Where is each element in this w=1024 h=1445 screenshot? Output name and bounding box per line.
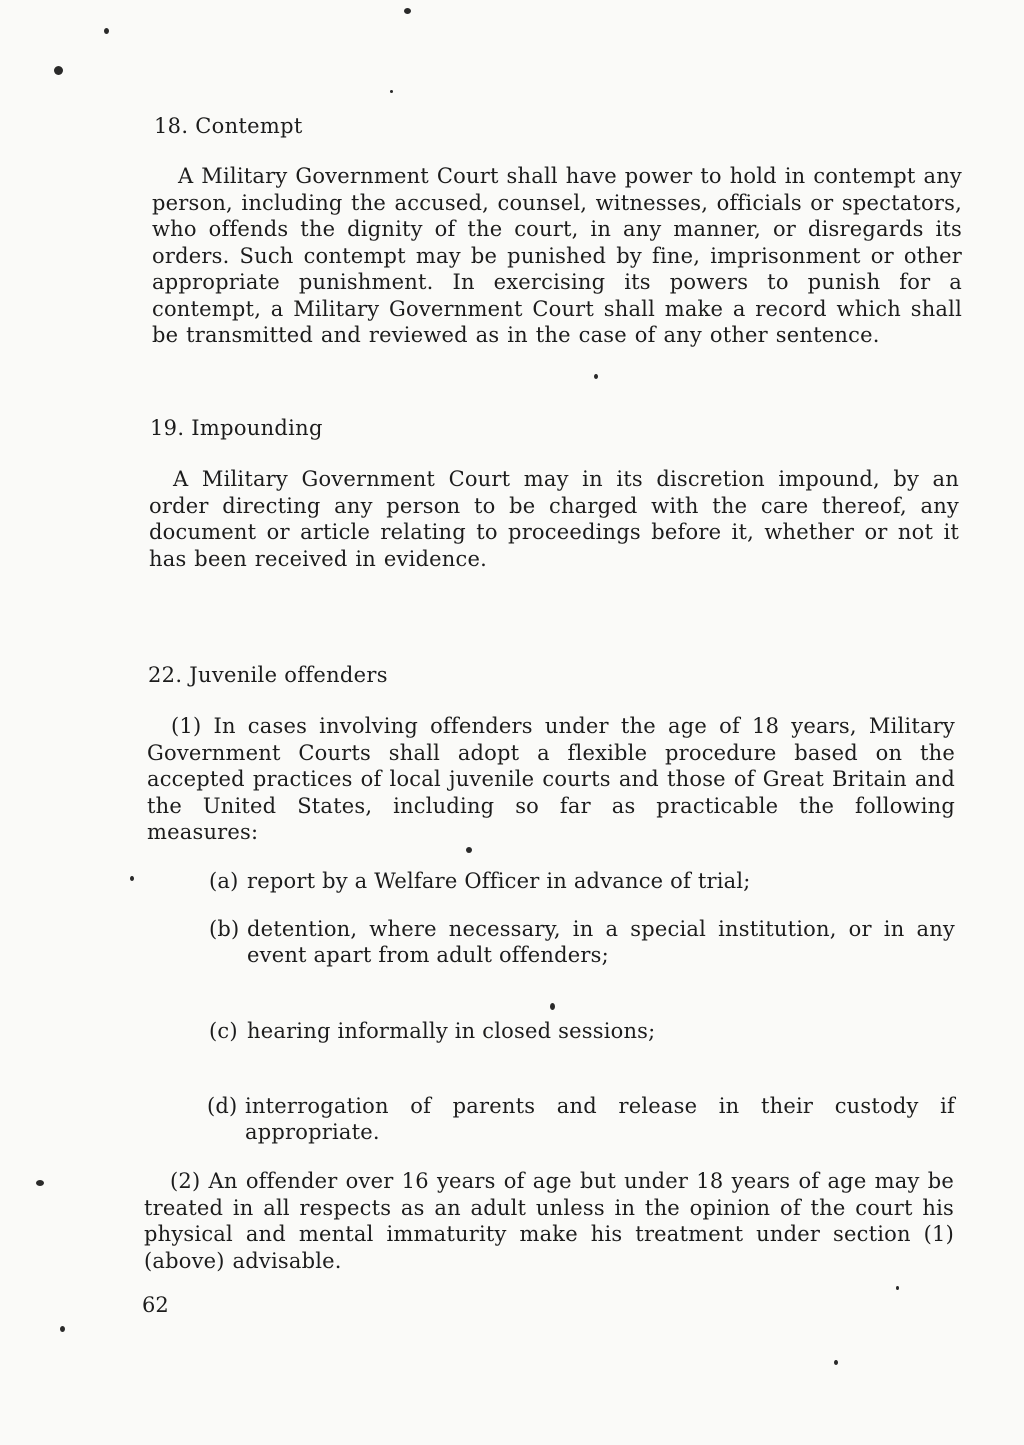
scan-speck [896,1286,899,1290]
section-22-paragraph-2: (2) An offender over 16 years of age but under 18 years of age may be treated in all respects as an adult unless in the opinion of the court his physical and mental immaturity make his treatment under section (1) (above) advisable. [144,1169,954,1273]
section-22-heading: 22. Juvenile offenders [148,663,388,687]
item-text: report by a Welfare Officer in advance of trial; [247,869,751,893]
item-marker: (b) [209,917,240,941]
item-marker: (a) [209,869,239,893]
scan-speck [104,28,109,34]
scan-speck [594,374,598,379]
scan-speck [466,847,472,853]
item-text: interrogation of parents and release in their custody if appropriate. [245,1094,955,1144]
measure-item-b [209,916,955,968]
scan-speck [36,1180,44,1186]
item-text: hearing informally in closed sessions; [247,1019,656,1043]
measure-item-a [209,868,955,894]
measure-item-c [209,1018,955,1044]
section-18-heading: 18. Contempt [154,114,303,138]
scan-speck [834,1360,838,1365]
scan-speck [404,8,411,14]
item-marker: (c) [209,1019,238,1043]
measure-item-d [207,1093,955,1145]
scan-speck [550,1003,555,1010]
item-marker: (d) [207,1094,238,1118]
section-22-paragraph-1: (1) In cases involving offenders under the age of 18 years, Military Government Courts shall adopt a flexible procedure based on the accepted practices of local juvenile courts and those of Great Britain and the United States, including so far as practicable the following measures: [147,714,955,844]
section-19-heading: 19. Impounding [150,416,323,440]
page-number: 62 [142,1293,169,1317]
scan-speck [390,90,393,93]
scan-speck [54,66,63,75]
scan-speck [130,876,134,881]
section-19-body: A Military Government Court may in its discretion impound, by an order directing any person to be charged with the care thereof, any document or article relating to proceedings before it, whether or not it has been received in evidence. [149,467,959,571]
section-18-body: A Military Government Court shall have power to hold in contempt any person, including the accused, counsel, witnesses, officials or spectators, who offends the dignity of the court, in any manner, or disregards its orders. Such contempt may be punished by fine, imprisonment or other appropriate punishment. In exercising its powers to punish for a contempt, a Military Government Court shall make a record which shall be transmitted and reviewed as in the case of any other sentence. [152,164,962,347]
scan-speck [60,1326,65,1332]
item-text: detention, where necessary, in a special institution, or in any event apart from adult offenders; [247,917,955,967]
